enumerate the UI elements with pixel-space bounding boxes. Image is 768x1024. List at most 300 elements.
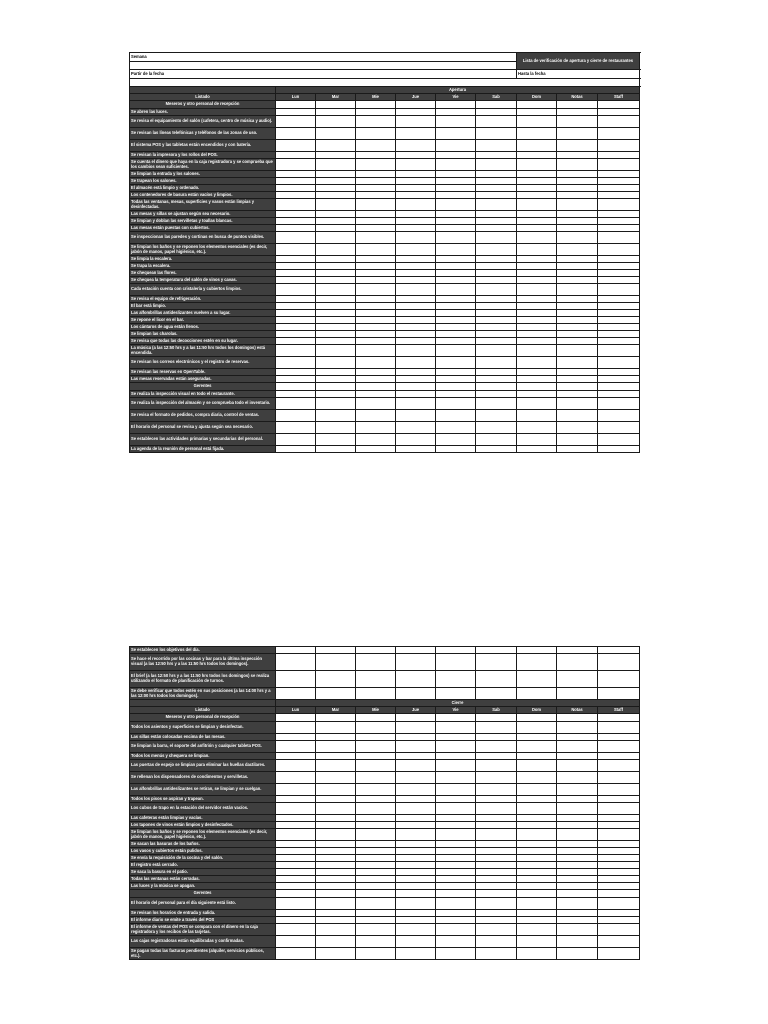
check-cell[interactable] — [598, 338, 640, 345]
check-cell[interactable] — [476, 848, 517, 855]
check-cell[interactable] — [276, 232, 316, 244]
check-cell[interactable] — [276, 225, 316, 232]
check-cell[interactable] — [476, 688, 517, 700]
check-cell[interactable] — [557, 688, 598, 700]
check-cell[interactable] — [517, 876, 557, 883]
check-cell[interactable] — [476, 434, 517, 446]
check-cell[interactable] — [436, 841, 476, 848]
check-cell[interactable] — [316, 277, 356, 284]
check-cell[interactable] — [276, 338, 316, 345]
check-cell[interactable] — [396, 734, 436, 741]
check-cell[interactable] — [557, 671, 598, 688]
check-cell[interactable] — [557, 822, 598, 829]
check-cell[interactable] — [517, 376, 557, 383]
check-cell[interactable] — [276, 772, 316, 784]
check-cell[interactable] — [476, 317, 517, 324]
check-cell[interactable] — [356, 159, 396, 171]
check-cell[interactable] — [316, 741, 356, 753]
check-cell[interactable] — [557, 753, 598, 760]
check-cell[interactable] — [436, 383, 476, 391]
week-value-field[interactable] — [130, 62, 517, 70]
check-cell[interactable] — [436, 211, 476, 218]
check-cell[interactable] — [276, 199, 316, 211]
check-cell[interactable] — [517, 338, 557, 345]
check-cell[interactable] — [517, 357, 557, 369]
check-cell[interactable] — [276, 883, 316, 890]
check-cell[interactable] — [436, 848, 476, 855]
check-cell[interactable] — [316, 211, 356, 218]
check-cell[interactable] — [356, 410, 396, 422]
check-cell[interactable] — [598, 434, 640, 446]
check-cell[interactable] — [476, 277, 517, 284]
check-cell[interactable] — [396, 422, 436, 434]
check-cell[interactable] — [316, 178, 356, 185]
check-cell[interactable] — [598, 303, 640, 310]
check-cell[interactable] — [396, 671, 436, 688]
check-cell[interactable] — [557, 924, 598, 936]
check-cell[interactable] — [598, 317, 640, 324]
check-cell[interactable] — [396, 256, 436, 263]
check-cell[interactable] — [598, 159, 640, 171]
check-cell[interactable] — [476, 862, 517, 869]
check-cell[interactable] — [436, 225, 476, 232]
check-cell[interactable] — [396, 876, 436, 883]
check-cell[interactable] — [476, 218, 517, 225]
check-cell[interactable] — [356, 869, 396, 876]
check-cell[interactable] — [476, 398, 517, 410]
check-cell[interactable] — [356, 277, 396, 284]
check-cell[interactable] — [476, 869, 517, 876]
check-cell[interactable] — [356, 890, 396, 898]
check-cell[interactable] — [557, 784, 598, 796]
check-cell[interactable] — [517, 446, 557, 453]
check-cell[interactable] — [598, 331, 640, 338]
check-cell[interactable] — [276, 796, 316, 803]
check-cell[interactable] — [557, 848, 598, 855]
check-cell[interactable] — [276, 178, 316, 185]
check-cell[interactable] — [557, 152, 598, 159]
check-cell[interactable] — [356, 803, 396, 815]
check-cell[interactable] — [396, 270, 436, 277]
check-cell[interactable] — [316, 185, 356, 192]
check-cell[interactable] — [557, 722, 598, 734]
check-cell[interactable] — [276, 218, 316, 225]
check-cell[interactable] — [356, 270, 396, 277]
check-cell[interactable] — [436, 671, 476, 688]
check-cell[interactable] — [436, 803, 476, 815]
check-cell[interactable] — [276, 760, 316, 772]
check-cell[interactable] — [436, 178, 476, 185]
check-cell[interactable] — [356, 422, 396, 434]
check-cell[interactable] — [598, 890, 640, 898]
check-cell[interactable] — [356, 256, 396, 263]
check-cell[interactable] — [436, 376, 476, 383]
check-cell[interactable] — [476, 815, 517, 822]
check-cell[interactable] — [517, 199, 557, 211]
check-cell[interactable] — [476, 753, 517, 760]
check-cell[interactable] — [598, 270, 640, 277]
check-cell[interactable] — [436, 192, 476, 199]
check-cell[interactable] — [356, 898, 396, 910]
check-cell[interactable] — [517, 109, 557, 116]
check-cell[interactable] — [316, 714, 356, 722]
check-cell[interactable] — [598, 948, 640, 960]
check-cell[interactable] — [316, 434, 356, 446]
check-cell[interactable] — [557, 225, 598, 232]
check-cell[interactable] — [356, 263, 396, 270]
check-cell[interactable] — [517, 883, 557, 890]
check-cell[interactable] — [396, 185, 436, 192]
check-cell[interactable] — [276, 331, 316, 338]
check-cell[interactable] — [276, 192, 316, 199]
check-cell[interactable] — [276, 256, 316, 263]
check-cell[interactable] — [598, 383, 640, 391]
check-cell[interactable] — [276, 446, 316, 453]
check-cell[interactable] — [316, 171, 356, 178]
check-cell[interactable] — [276, 829, 316, 841]
check-cell[interactable] — [476, 924, 517, 936]
check-cell[interactable] — [396, 741, 436, 753]
check-cell[interactable] — [436, 140, 476, 152]
check-cell[interactable] — [276, 398, 316, 410]
check-cell[interactable] — [316, 383, 356, 391]
check-cell[interactable] — [436, 391, 476, 398]
check-cell[interactable] — [557, 772, 598, 784]
check-cell[interactable] — [557, 331, 598, 338]
check-cell[interactable] — [598, 263, 640, 270]
check-cell[interactable] — [436, 890, 476, 898]
check-cell[interactable] — [276, 324, 316, 331]
check-cell[interactable] — [356, 218, 396, 225]
check-cell[interactable] — [557, 917, 598, 924]
check-cell[interactable] — [276, 822, 316, 829]
check-cell[interactable] — [356, 369, 396, 376]
check-cell[interactable] — [598, 841, 640, 848]
check-cell[interactable] — [316, 398, 356, 410]
check-cell[interactable] — [396, 822, 436, 829]
check-cell[interactable] — [517, 803, 557, 815]
check-cell[interactable] — [557, 324, 598, 331]
check-cell[interactable] — [396, 218, 436, 225]
check-cell[interactable] — [276, 284, 316, 296]
check-cell[interactable] — [557, 391, 598, 398]
check-cell[interactable] — [557, 109, 598, 116]
check-cell[interactable] — [517, 310, 557, 317]
check-cell[interactable] — [276, 303, 316, 310]
check-cell[interactable] — [557, 714, 598, 722]
check-cell[interactable] — [476, 714, 517, 722]
check-cell[interactable] — [276, 841, 316, 848]
check-cell[interactable] — [557, 883, 598, 890]
check-cell[interactable] — [598, 109, 640, 116]
check-cell[interactable] — [396, 391, 436, 398]
check-cell[interactable] — [436, 357, 476, 369]
check-cell[interactable] — [396, 178, 436, 185]
check-cell[interactable] — [557, 185, 598, 192]
check-cell[interactable] — [316, 890, 356, 898]
check-cell[interactable] — [517, 898, 557, 910]
check-cell[interactable] — [436, 109, 476, 116]
check-cell[interactable] — [356, 784, 396, 796]
check-cell[interactable] — [598, 152, 640, 159]
check-cell[interactable] — [517, 383, 557, 391]
check-cell[interactable] — [436, 924, 476, 936]
check-cell[interactable] — [396, 152, 436, 159]
check-cell[interactable] — [396, 171, 436, 178]
check-cell[interactable] — [598, 734, 640, 741]
check-cell[interactable] — [476, 296, 517, 303]
check-cell[interactable] — [598, 218, 640, 225]
check-cell[interactable] — [396, 815, 436, 822]
check-cell[interactable] — [356, 822, 396, 829]
check-cell[interactable] — [396, 109, 436, 116]
check-cell[interactable] — [476, 152, 517, 159]
check-cell[interactable] — [557, 357, 598, 369]
check-cell[interactable] — [396, 890, 436, 898]
check-cell[interactable] — [316, 270, 356, 277]
check-cell[interactable] — [436, 232, 476, 244]
check-cell[interactable] — [356, 284, 396, 296]
check-cell[interactable] — [517, 910, 557, 917]
check-cell[interactable] — [396, 310, 436, 317]
check-cell[interactable] — [356, 841, 396, 848]
check-cell[interactable] — [598, 855, 640, 862]
check-cell[interactable] — [276, 734, 316, 741]
check-cell[interactable] — [396, 917, 436, 924]
check-cell[interactable] — [598, 796, 640, 803]
check-cell[interactable] — [396, 855, 436, 862]
check-cell[interactable] — [476, 654, 517, 671]
check-cell[interactable] — [436, 398, 476, 410]
check-cell[interactable] — [356, 688, 396, 700]
check-cell[interactable] — [276, 171, 316, 178]
check-cell[interactable] — [476, 822, 517, 829]
check-cell[interactable] — [557, 647, 598, 654]
check-cell[interactable] — [316, 410, 356, 422]
check-cell[interactable] — [436, 324, 476, 331]
check-cell[interactable] — [396, 324, 436, 331]
check-cell[interactable] — [598, 398, 640, 410]
check-cell[interactable] — [396, 841, 436, 848]
check-cell[interactable] — [396, 803, 436, 815]
check-cell[interactable] — [517, 391, 557, 398]
check-cell[interactable] — [476, 171, 517, 178]
check-cell[interactable] — [316, 869, 356, 876]
check-cell[interactable] — [396, 924, 436, 936]
check-cell[interactable] — [356, 772, 396, 784]
check-cell[interactable] — [517, 369, 557, 376]
check-cell[interactable] — [276, 722, 316, 734]
check-cell[interactable] — [276, 815, 316, 822]
check-cell[interactable] — [436, 760, 476, 772]
check-cell[interactable] — [396, 116, 436, 128]
check-cell[interactable] — [436, 917, 476, 924]
check-cell[interactable] — [476, 310, 517, 317]
check-cell[interactable] — [396, 760, 436, 772]
check-cell[interactable] — [396, 225, 436, 232]
check-cell[interactable] — [598, 741, 640, 753]
check-cell[interactable] — [557, 369, 598, 376]
check-cell[interactable] — [436, 883, 476, 890]
check-cell[interactable] — [316, 855, 356, 862]
check-cell[interactable] — [436, 345, 476, 357]
check-cell[interactable] — [436, 822, 476, 829]
check-cell[interactable] — [557, 829, 598, 841]
check-cell[interactable] — [356, 357, 396, 369]
check-cell[interactable] — [517, 917, 557, 924]
check-cell[interactable] — [356, 192, 396, 199]
check-cell[interactable] — [598, 422, 640, 434]
check-cell[interactable] — [476, 917, 517, 924]
check-cell[interactable] — [517, 422, 557, 434]
check-cell[interactable] — [517, 924, 557, 936]
check-cell[interactable] — [276, 784, 316, 796]
check-cell[interactable] — [316, 376, 356, 383]
check-cell[interactable] — [436, 784, 476, 796]
check-cell[interactable] — [316, 910, 356, 917]
check-cell[interactable] — [356, 199, 396, 211]
check-cell[interactable] — [316, 116, 356, 128]
check-cell[interactable] — [276, 671, 316, 688]
check-cell[interactable] — [436, 772, 476, 784]
check-cell[interactable] — [436, 128, 476, 140]
check-cell[interactable] — [557, 890, 598, 898]
check-cell[interactable] — [557, 434, 598, 446]
check-cell[interactable] — [396, 784, 436, 796]
check-cell[interactable] — [517, 848, 557, 855]
check-cell[interactable] — [436, 317, 476, 324]
check-cell[interactable] — [316, 422, 356, 434]
check-cell[interactable] — [436, 910, 476, 917]
check-cell[interactable] — [276, 277, 316, 284]
check-cell[interactable] — [476, 256, 517, 263]
check-cell[interactable] — [598, 803, 640, 815]
check-cell[interactable] — [396, 829, 436, 841]
check-cell[interactable] — [356, 714, 396, 722]
check-cell[interactable] — [276, 647, 316, 654]
check-cell[interactable] — [276, 422, 316, 434]
check-cell[interactable] — [476, 422, 517, 434]
check-cell[interactable] — [356, 876, 396, 883]
check-cell[interactable] — [396, 383, 436, 391]
check-cell[interactable] — [598, 883, 640, 890]
check-cell[interactable] — [557, 338, 598, 345]
check-cell[interactable] — [436, 796, 476, 803]
check-cell[interactable] — [598, 753, 640, 760]
check-cell[interactable] — [557, 140, 598, 152]
check-cell[interactable] — [356, 760, 396, 772]
check-cell[interactable] — [316, 391, 356, 398]
check-cell[interactable] — [476, 446, 517, 453]
check-cell[interactable] — [557, 948, 598, 960]
check-cell[interactable] — [598, 310, 640, 317]
check-cell[interactable] — [276, 383, 316, 391]
check-cell[interactable] — [517, 303, 557, 310]
check-cell[interactable] — [356, 152, 396, 159]
check-cell[interactable] — [476, 109, 517, 116]
check-cell[interactable] — [436, 338, 476, 345]
check-cell[interactable] — [598, 924, 640, 936]
check-cell[interactable] — [356, 753, 396, 760]
check-cell[interactable] — [598, 296, 640, 303]
check-cell[interactable] — [557, 303, 598, 310]
check-cell[interactable] — [436, 369, 476, 376]
check-cell[interactable] — [598, 910, 640, 917]
check-cell[interactable] — [356, 796, 396, 803]
check-cell[interactable] — [396, 753, 436, 760]
check-cell[interactable] — [476, 829, 517, 841]
check-cell[interactable] — [356, 647, 396, 654]
check-cell[interactable] — [598, 772, 640, 784]
check-cell[interactable] — [436, 185, 476, 192]
check-cell[interactable] — [476, 391, 517, 398]
check-cell[interactable] — [517, 218, 557, 225]
check-cell[interactable] — [476, 898, 517, 910]
check-cell[interactable] — [598, 284, 640, 296]
check-cell[interactable] — [396, 284, 436, 296]
check-cell[interactable] — [356, 917, 396, 924]
check-cell[interactable] — [517, 796, 557, 803]
check-cell[interactable] — [396, 192, 436, 199]
check-cell[interactable] — [517, 270, 557, 277]
check-cell[interactable] — [436, 296, 476, 303]
check-cell[interactable] — [476, 303, 517, 310]
check-cell[interactable] — [276, 434, 316, 446]
check-cell[interactable] — [517, 734, 557, 741]
check-cell[interactable] — [316, 647, 356, 654]
check-cell[interactable] — [557, 760, 598, 772]
check-cell[interactable] — [476, 192, 517, 199]
check-cell[interactable] — [356, 936, 396, 948]
check-cell[interactable] — [436, 714, 476, 722]
check-cell[interactable] — [476, 232, 517, 244]
check-cell[interactable] — [276, 101, 316, 109]
check-cell[interactable] — [356, 232, 396, 244]
check-cell[interactable] — [276, 688, 316, 700]
check-cell[interactable] — [316, 324, 356, 331]
check-cell[interactable] — [436, 446, 476, 453]
check-cell[interactable] — [476, 671, 517, 688]
check-cell[interactable] — [436, 829, 476, 841]
check-cell[interactable] — [316, 317, 356, 324]
check-cell[interactable] — [557, 654, 598, 671]
check-cell[interactable] — [356, 671, 396, 688]
check-cell[interactable] — [316, 734, 356, 741]
check-cell[interactable] — [316, 284, 356, 296]
check-cell[interactable] — [396, 446, 436, 453]
check-cell[interactable] — [316, 446, 356, 453]
check-cell[interactable] — [517, 869, 557, 876]
check-cell[interactable] — [316, 218, 356, 225]
check-cell[interactable] — [436, 647, 476, 654]
check-cell[interactable] — [517, 936, 557, 948]
check-cell[interactable] — [356, 654, 396, 671]
check-cell[interactable] — [517, 116, 557, 128]
check-cell[interactable] — [316, 244, 356, 256]
check-cell[interactable] — [476, 936, 517, 948]
check-cell[interactable] — [517, 410, 557, 422]
check-cell[interactable] — [316, 876, 356, 883]
check-cell[interactable] — [396, 848, 436, 855]
check-cell[interactable] — [557, 116, 598, 128]
check-cell[interactable] — [316, 159, 356, 171]
check-cell[interactable] — [356, 317, 396, 324]
check-cell[interactable] — [517, 760, 557, 772]
check-cell[interactable] — [356, 434, 396, 446]
check-cell[interactable] — [396, 410, 436, 422]
check-cell[interactable] — [557, 869, 598, 876]
check-cell[interactable] — [476, 116, 517, 128]
